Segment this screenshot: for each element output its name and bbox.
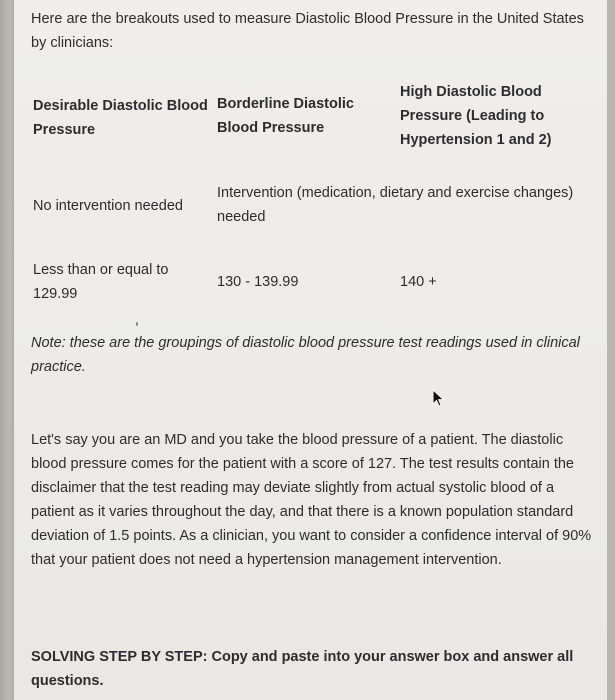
- scenario-text: Let's say you are an MD and you take the blood pressure of a patient. The diastolic blood pressure comes for the patient with a score of 127. The test results contain the disclaimer that the test reading may deviate slightly from actual systolic blood of a patient as it varies throughout the day, and that there is a known population standard deviation of 1.5 points. As a clinician, you want to consider a confidence interval of 90% that your patient does not need a hypertension management intervention.: [31, 432, 592, 568]
- header-high: High Diastolic Blood Pressure (Leading to Hypertension 1 and 2): [400, 84, 552, 148]
- cell-intervention-needed: Intervention (medication, dietary and exercise changes) needed: [217, 185, 574, 225]
- mouse-pointer-icon: [432, 389, 446, 407]
- cell-range-desirable: Less than or equal to 129.99: [33, 262, 169, 302]
- header-desirable: Desirable Diastolic Blood Pressure: [33, 98, 208, 138]
- left-edge-shadow: [0, 0, 14, 700]
- paper-speck: [136, 322, 138, 326]
- cell-range-high: 140 +: [400, 274, 437, 290]
- intro-text: Here are the breakouts used to measure Diastolic Blood Pressure in the United States by clinicians:: [31, 11, 584, 51]
- header-borderline: Borderline Diastolic Blood Pressure: [217, 96, 354, 136]
- note-text: Note: these are the groupings of diastolic blood pressure test readings used in clinical practice.: [31, 335, 580, 375]
- cell-range-borderline: 130 - 139.99: [217, 274, 299, 290]
- solving-instructions: SOLVING STEP BY STEP: Copy and paste into your answer box and answer all questions.: [31, 649, 574, 689]
- cell-no-intervention: No intervention needed: [33, 198, 183, 214]
